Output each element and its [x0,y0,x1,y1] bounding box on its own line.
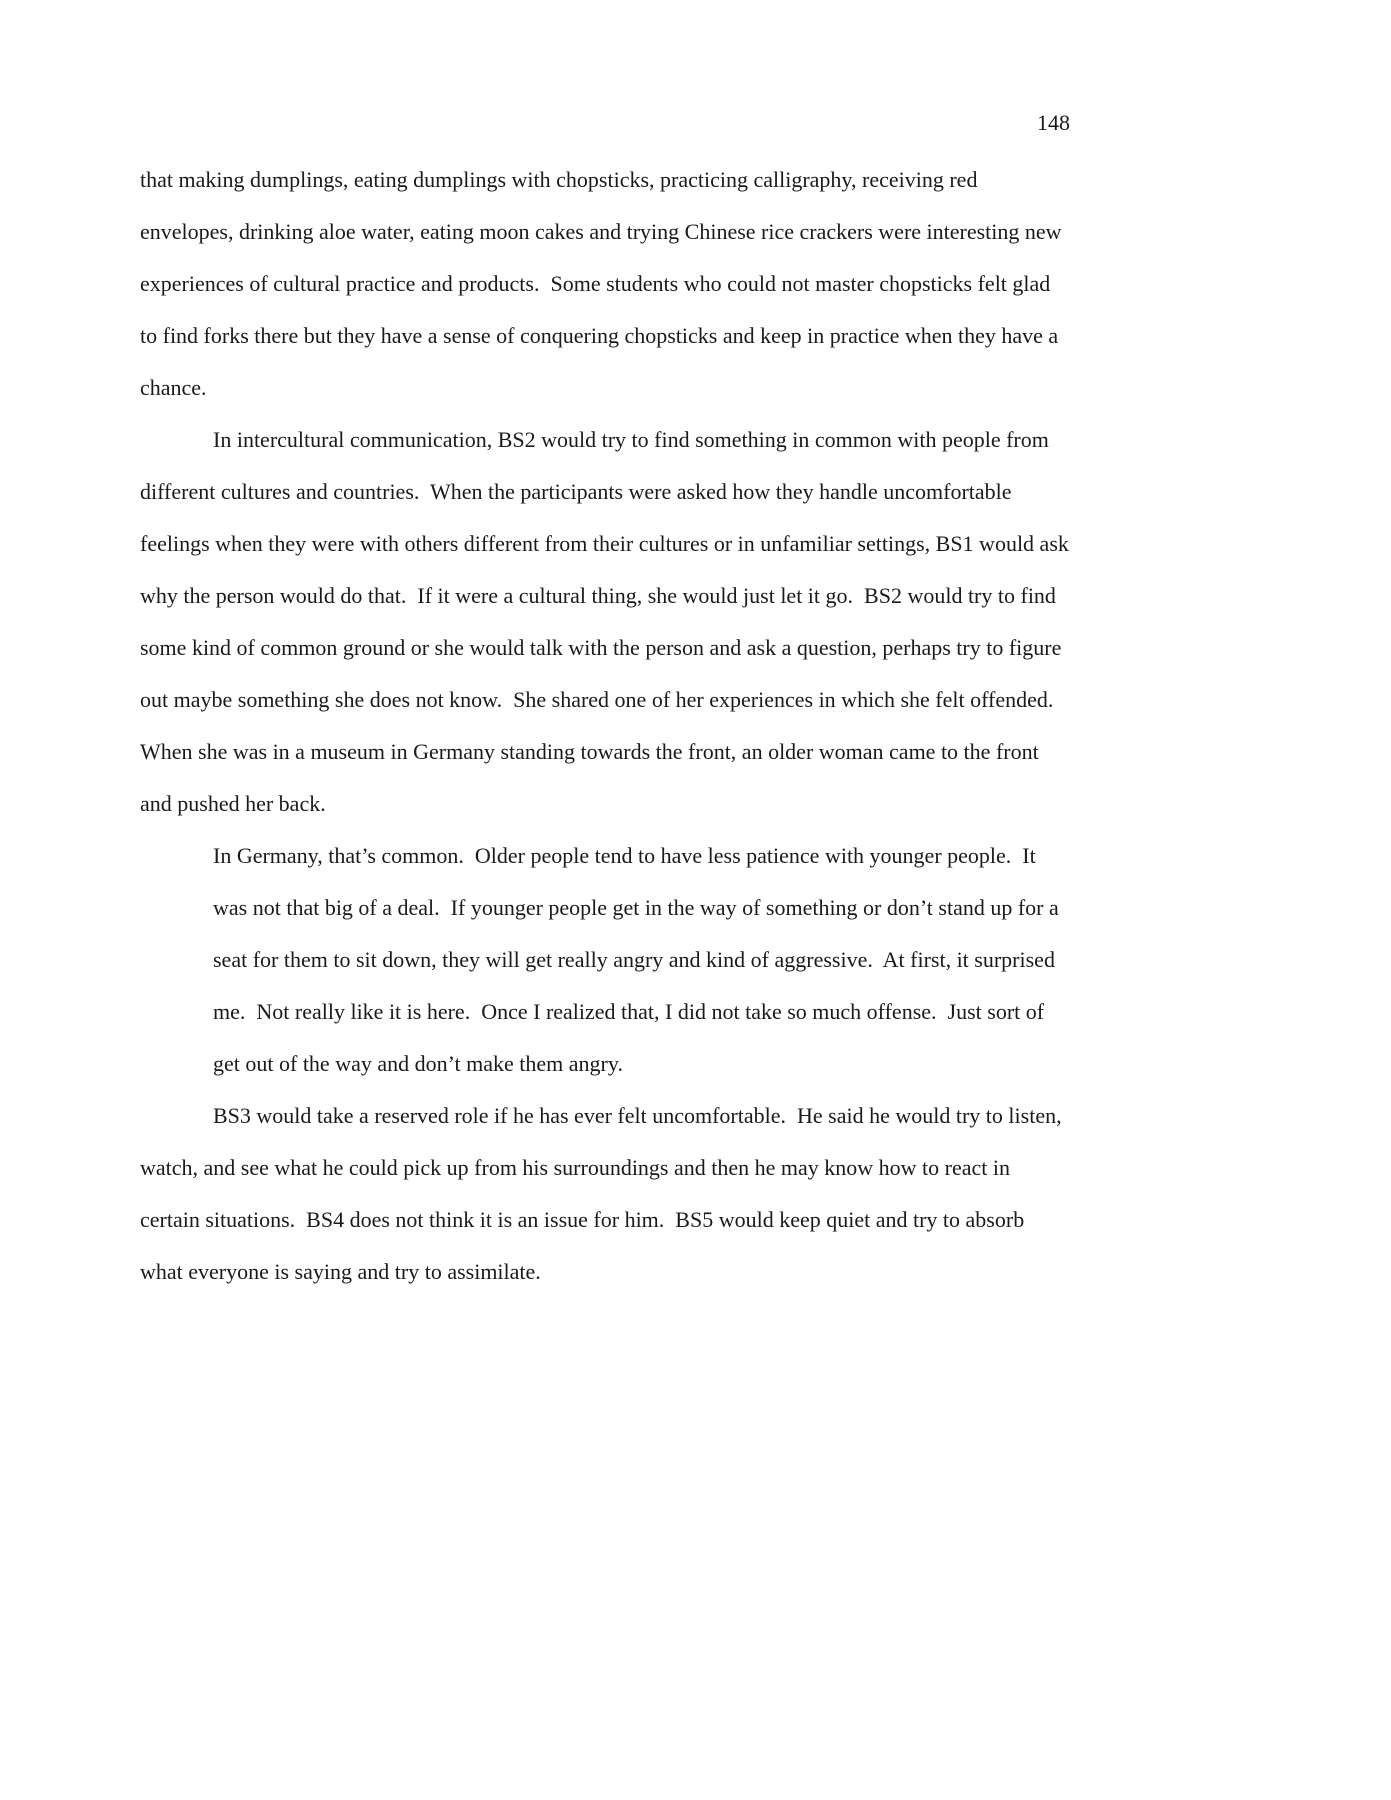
paragraph-intercultural-communication: In intercultural communication, BS2 would try to find something in common with people from different cultures and countries. When the participants were asked how they handle uncomfortable feelings when they were with others different from their cultures or in unfamiliar settings, BS1 would ask why the person would do that. If it were a cultural thing, she would just let it go. BS2 would try to find some kind of common ground or she would talk with the person and ask a question, perhaps try to figure out maybe something she does not know. She shared one of her experiences in which she felt offended. When she was in a museum in Germany standing towards the front, an older woman came to the front and pushed her back. [140,427,1075,816]
paragraph-continuation: that making dumplings, eating dumplings with chopsticks, practicing calligraphy, receiving red envelopes, drinking aloe water, eating moon cakes and trying Chinese rice crackers were interesting new experiences of cultural practice and products. Some students who could not master chopsticks felt glad to find forks there but they have a sense of conquering chopsticks and keep in practice when they have a chance. [140,167,1068,400]
page-number: 148 [1037,110,1070,135]
block-quote-germany: In Germany, that’s common. Older people tend to have less patience with younger people. It was not that big of a deal. If younger people get in the way of something or don’t stand up for a seat for them to sit down, they will get really angry and kind of aggressive. At first, it surprised me. Not really like it is here. Once I realized that, I did not take so much offense. Just sort of get out of the way and don’t make them angry. [213,843,1065,1076]
paragraph-bs3-reserved-role: BS3 would take a reserved role if he has ever felt uncomfortable. He said he would try to listen, watch, and see what he could pick up from his surroundings and then he may know how to react in certain situations. BS4 does not think it is an issue for him. BS5 would keep quiet and try to absorb what everyone is saying and try to assimilate. [140,1103,1068,1284]
